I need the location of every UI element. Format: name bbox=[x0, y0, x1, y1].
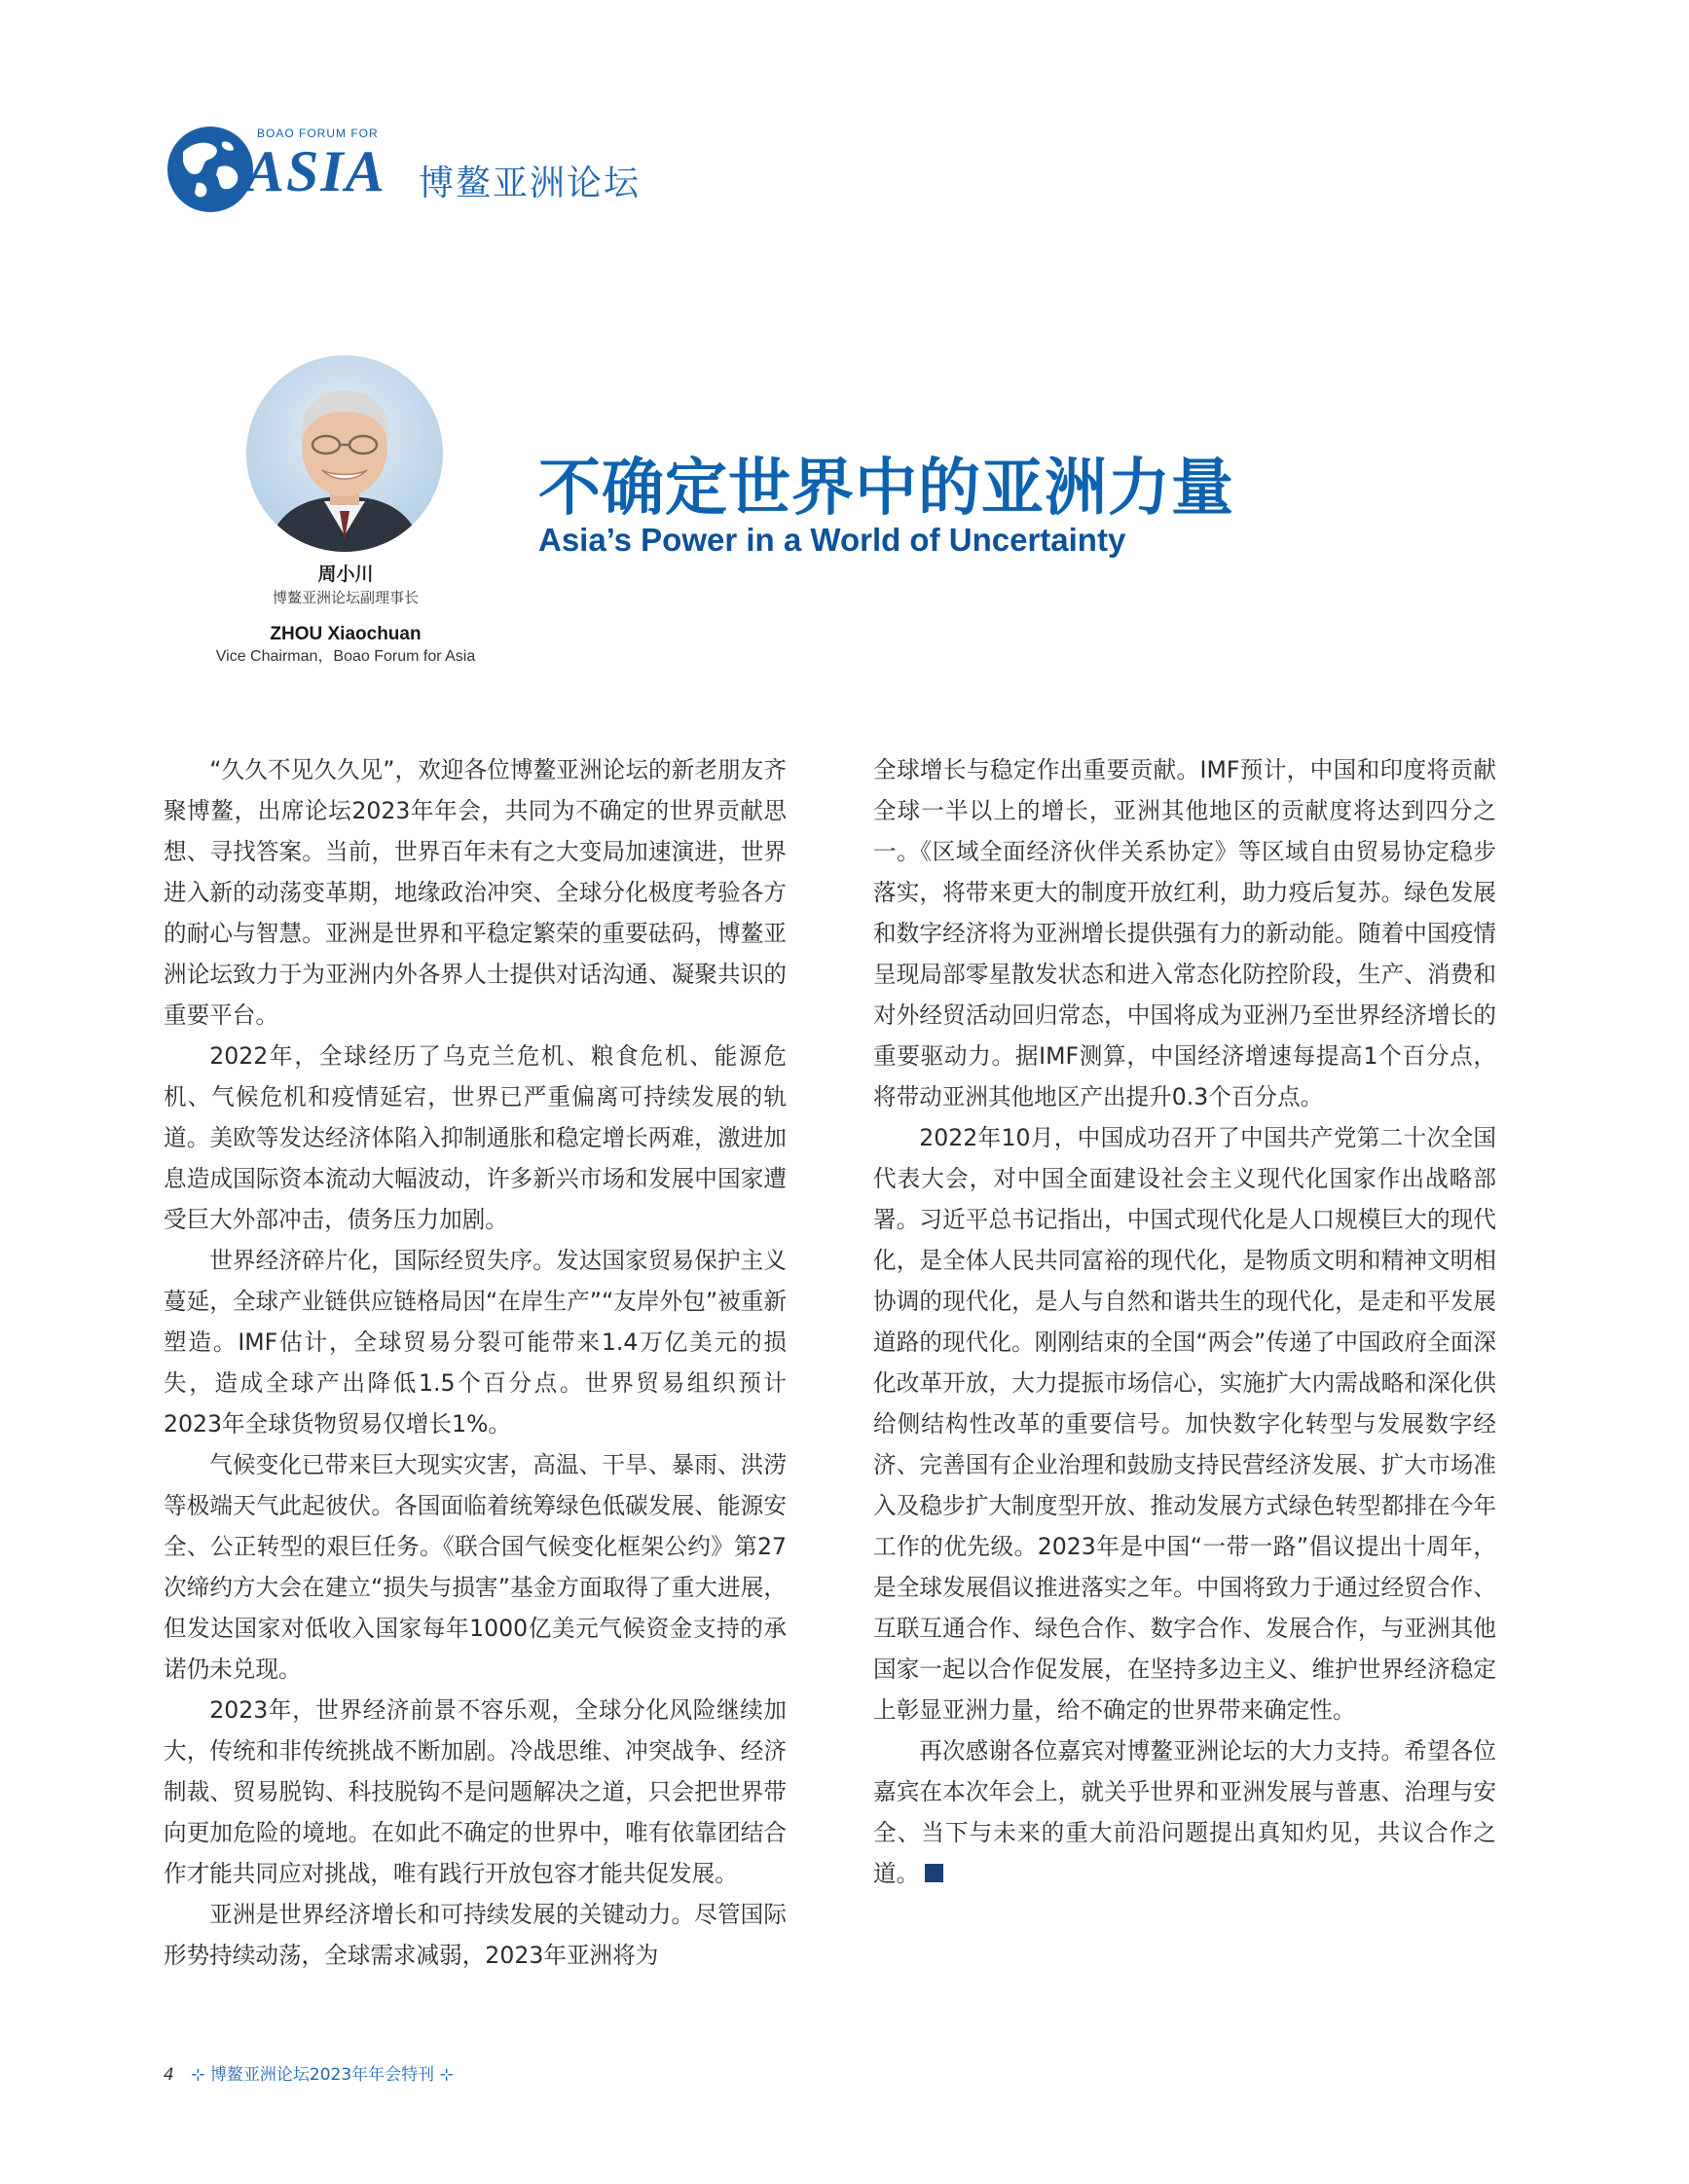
paragraph: 世界经济碎片化，国际经贸失序。发达国家贸易保护主义蔓延，全球产业链供应链格局因“在岸生产”“友岸外包”被重新塑造。IMF估计，全球贸易分裂可能带来1.4万亿美元的损失，造成全球产出降低1.5个百分点。世界贸易组织预计2023年全球货物贸易仅增长1%。 bbox=[164, 1247, 787, 1438]
logo-small-text: BOAO FORUM FOR bbox=[257, 127, 379, 140]
paragraph: 亚洲是世界经济增长和可持续发展的关键动力。尽管国际形势持续动荡，全球需求减弱，2023年亚洲将为 bbox=[164, 1901, 787, 1969]
globe-icon bbox=[164, 123, 257, 216]
author-name-en: ZHOU Xiaochuan bbox=[270, 624, 422, 644]
page-number: 4 bbox=[164, 2065, 174, 2085]
paragraph: 全球增长与稳定作出重要贡献。IMF预计，中国和印度将贡献全球一半以上的增长，亚洲其他地区的贡献度将达到四分之一。《区域全面经济伙伴关系协定》等区域自由贸易协定稳步落实，将带来更大的制度开放红利，助力疫后复苏。绿色发展和数字经济将为亚洲增长提供强有力的新动能。随着中国疫情呈现局部零星散发状态和进入常态化防控阶段，生产、消费和对外经贸活动回归常态，中国将成为亚洲乃至世界经济增长的重要驱动力。据IMF测算，中国经济增速每提高1个百分点，将带动亚洲其他地区产出提升0.3个百分点。 bbox=[873, 756, 1496, 1110]
logo-chinese-name: 博鳌亚洲论坛 bbox=[419, 164, 642, 203]
right-column bbox=[873, 749, 1496, 1894]
forum-logo bbox=[164, 123, 670, 220]
left-column bbox=[164, 749, 787, 1976]
author-name-cn: 周小川 bbox=[317, 564, 374, 585]
closing-text: 再次感谢各位嘉宾对博鳌亚洲论坛的大力支持。希望各位嘉宾在本次年会上，就关乎世界和亚洲发展与普惠、治理与安全、当下与未来的重大前沿问题提出真知灼见，共议合作之道。 bbox=[873, 1737, 1496, 1887]
logo-word: ASIA bbox=[245, 139, 386, 203]
closing-paragraph bbox=[873, 1730, 1496, 1894]
paragraph: 2022年10月，中国成功召开了中国共产党第二十次全国代表大会，对中国全面建设社会主义现代化国家作出战略部署。习近平总书记指出，中国式现代化是人口规模巨大的现代化，是全体人民共同富裕的现代化，是物质文明和精神文明相协调的现代化，是人与自然和谐共生的现代化，是走和平发展道路的现代化。刚刚结束的全国“两会”传递了中国政府全面深化改革开放，大力提振市场信心，实施扩大内需战略和深化供给侧结构性改革的重要信号。加快数字化转型与发展数字经济、完善国有企业治理和鼓励支持民营经济发展、扩大市场准入及稳步扩大制度型开放、推动发展方式绿色转型都排在今年工作的优先级。2023年是中国“一带一路”倡议提出十周年，是全球发展倡议推进落实之年。中国将致力于通过经贸合作、互联互通合作、绿色合作、数字合作、发展合作，与亚洲其他国家一起以合作促发展，在坚持多边主义、维护世界经济稳定上彰显亚洲力量，给不确定的世界带来确定性。 bbox=[873, 1124, 1496, 1724]
author-portrait bbox=[246, 355, 443, 552]
author-byline bbox=[165, 562, 526, 667]
paragraph: “久久不见久久见”，欢迎各位博鳌亚洲论坛的新老朋友齐聚博鳌，出席论坛2023年年会，共同为不确定的世界贡献思想、寻找答案。当前，世界百年未有之大变局加速演进，世界进入新的动荡变革期，地缘政治冲突、全球分化极度考验各方的耐心与智慧。亚洲是世界和平稳定繁荣的重要砝码，博鳌亚洲论坛致力于为亚洲内外各界人士提供对话沟通、凝聚共识的重要平台。 bbox=[164, 756, 787, 1029]
paragraph: 2023年，世界经济前景不容乐观，全球分化风险继续加大，传统和非传统挑战不断加剧。冷战思维、冲突战争、经济制裁、贸易脱钩、科技脱钩不是问题解决之道，只会把世界带向更加危险的境地。在如此不确定的世界中，唯有依靠团结合作才能共同应对挑战，唯有践行开放包容才能共促发展。 bbox=[164, 1696, 787, 1887]
article-title-en: Asia’s Power in a World of Uncertainty bbox=[538, 522, 1126, 558]
author-role-cn: 博鳌亚洲论坛副理事长 bbox=[272, 589, 419, 606]
portrait-image bbox=[246, 355, 443, 552]
article-title-cn: 不确定世界中的亚洲力量 bbox=[538, 453, 1234, 525]
footer-publication: ⊹ 博鳌亚洲论坛2023年年会特刊 ⊹ bbox=[191, 2065, 454, 2085]
end-mark-icon bbox=[925, 1864, 943, 1882]
author-role-en: Vice Chairman，Boao Forum for Asia bbox=[215, 648, 476, 665]
paragraph: 2022年，全球经历了乌克兰危机、粮食危机、能源危机、气候危机和疫情延宕，世界已严重偏离可持续发展的轨道。美欧等发达经济体陷入抑制通胀和稳定增长两难，激进加息造成国际资本流动大幅波动，许多新兴市场和发展中国家遭受巨大外部冲击，债务压力加剧。 bbox=[164, 1042, 787, 1233]
paragraph: 气候变化已带来巨大现实灾害，高温、干旱、暴雨、洪涝等极端天气此起彼伏。各国面临着统筹绿色低碳发展、能源安全、公正转型的艰巨任务。《联合国气候变化框架公约》第27次缔约方大会在建立“损失与损害”基金方面取得了重大进展，但发达国家对低收入国家每年1000亿美元气候资金支持的承诺仍未兑现。 bbox=[164, 1451, 787, 1683]
page-footer bbox=[164, 2060, 454, 2085]
